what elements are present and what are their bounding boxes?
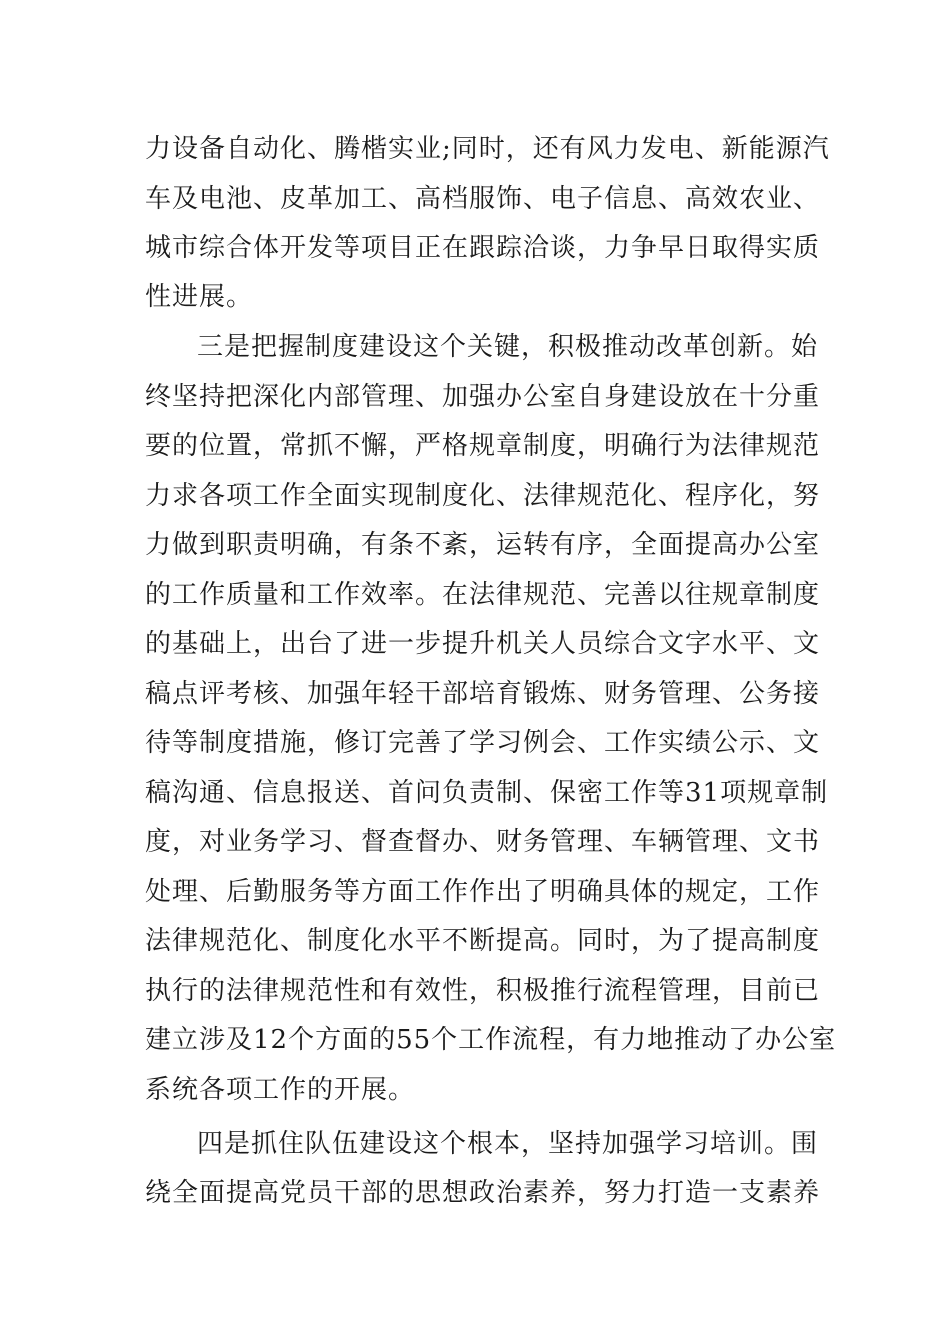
text-line: 终坚持把深化内部管理、加强办公室自身建设放在十分重 [145,382,821,412]
text-line: 建立涉及12个方面的55个工作流程，有力地推动了办公室 [145,1025,837,1055]
paragraph-start-line: 三是把握制度建设这个关键，积极推动改革创新。始 [197,332,819,362]
text-line: 力做到职责明确，有条不紊，运转有序，全面提高办公室 [145,530,821,560]
text-line: 待等制度措施，修订完善了学习例会、工作实绩公示、文 [145,728,821,758]
text-line: 性进展。 [145,282,254,312]
text-line: 执行的法律规范性和有效性，积极推行流程管理，目前已 [145,976,821,1006]
text-line: 系统各项工作的开展。 [145,1075,416,1105]
text-line: 的工作质量和工作效率。在法律规范、完善以往规章制度 [145,580,821,610]
text-line: 稿沟通、信息报送、首问负责制、保密工作等31项规章制 [145,778,829,808]
text-line: 度，对业务学习、督查督办、财务管理、车辆管理、文书 [145,827,821,857]
text-line: 力设备自动化、腾楷实业;同时，还有风力发电、新能源汽 [145,134,830,164]
text-line: 的基础上，出台了进一步提升机关人员综合文字水平、文 [145,629,821,659]
text-line: 车及电池、皮革加工、高档服饰、电子信息、高效农业、 [145,184,821,214]
text-line: 稿点评考核、加强年轻干部培育锻炼、财务管理、公务接 [145,679,821,709]
text-line: 要的位置，常抓不懈，严格规章制度，明确行为法律规范 [145,431,821,461]
text-line: 绕全面提高党员干部的思想政治素养，努力打造一支素养 [145,1178,821,1208]
text-line: 法律规范化、制度化水平不断提高。同时，为了提高制度 [145,926,821,956]
text-line: 城市综合体开发等项目正在跟踪洽谈，力争早日取得实质 [145,233,821,263]
paragraph-start-line: 四是抓住队伍建设这个根本，坚持加强学习培训。围 [197,1129,819,1159]
text-line: 处理、后勤服务等方面工作作出了明确具体的规定，工作 [145,877,821,907]
text-line: 力求各项工作全面实现制度化、法律规范化、程序化，努 [145,481,821,511]
